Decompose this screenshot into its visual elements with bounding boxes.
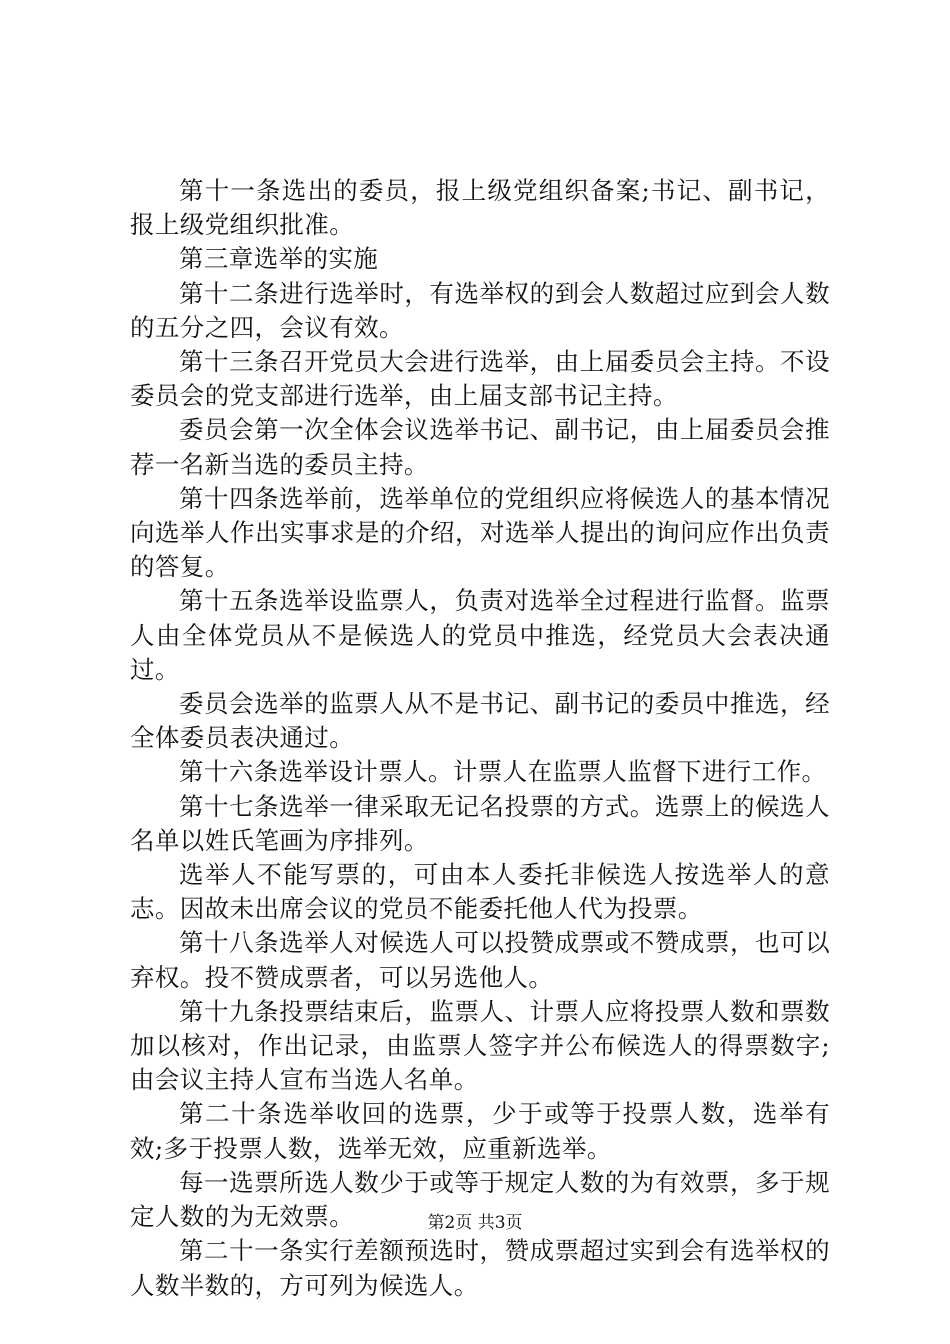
paragraph: 委员会选举的监票人从不是书记、副书记的委员中推选，经全体委员表决通过。 [130, 689, 830, 753]
paragraph: 第十一条选出的委员，报上级党组织备案;书记、副书记，报上级党组织批准。 [130, 176, 830, 240]
paragraph: 第十七条选举一律采取无记名投票的方式。选票上的候选人名单以姓氏笔画为序排列。 [130, 791, 830, 855]
paragraph: 委员会第一次全体会议选举书记、副书记，由上届委员会推荐一名新当选的委员主持。 [130, 415, 830, 479]
paragraph: 第十五条选举设监票人，负责对选举全过程进行监督。监票人由全体党员从不是候选人的党员中推选，经党员大会表决通过。 [130, 586, 830, 684]
paragraph: 第十三条召开党员大会进行选举，由上届委员会主持。不设委员会的党支部进行选举，由上届支部书记主持。 [130, 347, 830, 411]
paragraph: 第十二条进行选举时，有选举权的到会人数超过应到会人数的五分之四，会议有效。 [130, 278, 830, 342]
paragraph: 第十六条选举设计票人。计票人在监票人监督下进行工作。 [179, 757, 827, 787]
paragraph: 每一选票所选人数少于或等于规定人数的为有效票，多于规定人数的为无效票。 [130, 1167, 830, 1232]
paragraph: 第十八条选举人对候选人可以投赞成票或不赞成票，也可以弃权。投不赞成票者，可以另选他人。 [130, 928, 830, 992]
chapter-heading: 第三章选举的实施 [179, 244, 379, 274]
paragraph: 第二十条选举收回的选票，少于或等于投票人数，选举有效;多于投票人数，选举无效，应重新选举。 [130, 1099, 830, 1163]
paragraph: 第十九条投票结束后，监票人、计票人应将投票人数和票数加以核对，作出记录，由监票人签字并公布候选人的得票数字;由会议主持人宣布当选人名单。 [130, 996, 830, 1095]
paragraph: 第二十一条实行差额预选时，赞成票超过实到会有选举权的人数半数的，方可列为候选人。 [130, 1236, 830, 1300]
page-number-footer: 第2页 共3页 [427, 1213, 523, 1233]
document-body [130, 174, 830, 1303]
paragraph: 选举人不能写票的，可由本人委托非候选人按选举人的意志。因故未出席会议的党员不能委托他人代为投票。 [130, 860, 830, 924]
paragraph: 第十四条选举前，选举单位的党组织应将候选人的基本情况向选举人作出实事求是的介绍，对选举人提出的询问应作出负责的答复。 [130, 483, 830, 582]
